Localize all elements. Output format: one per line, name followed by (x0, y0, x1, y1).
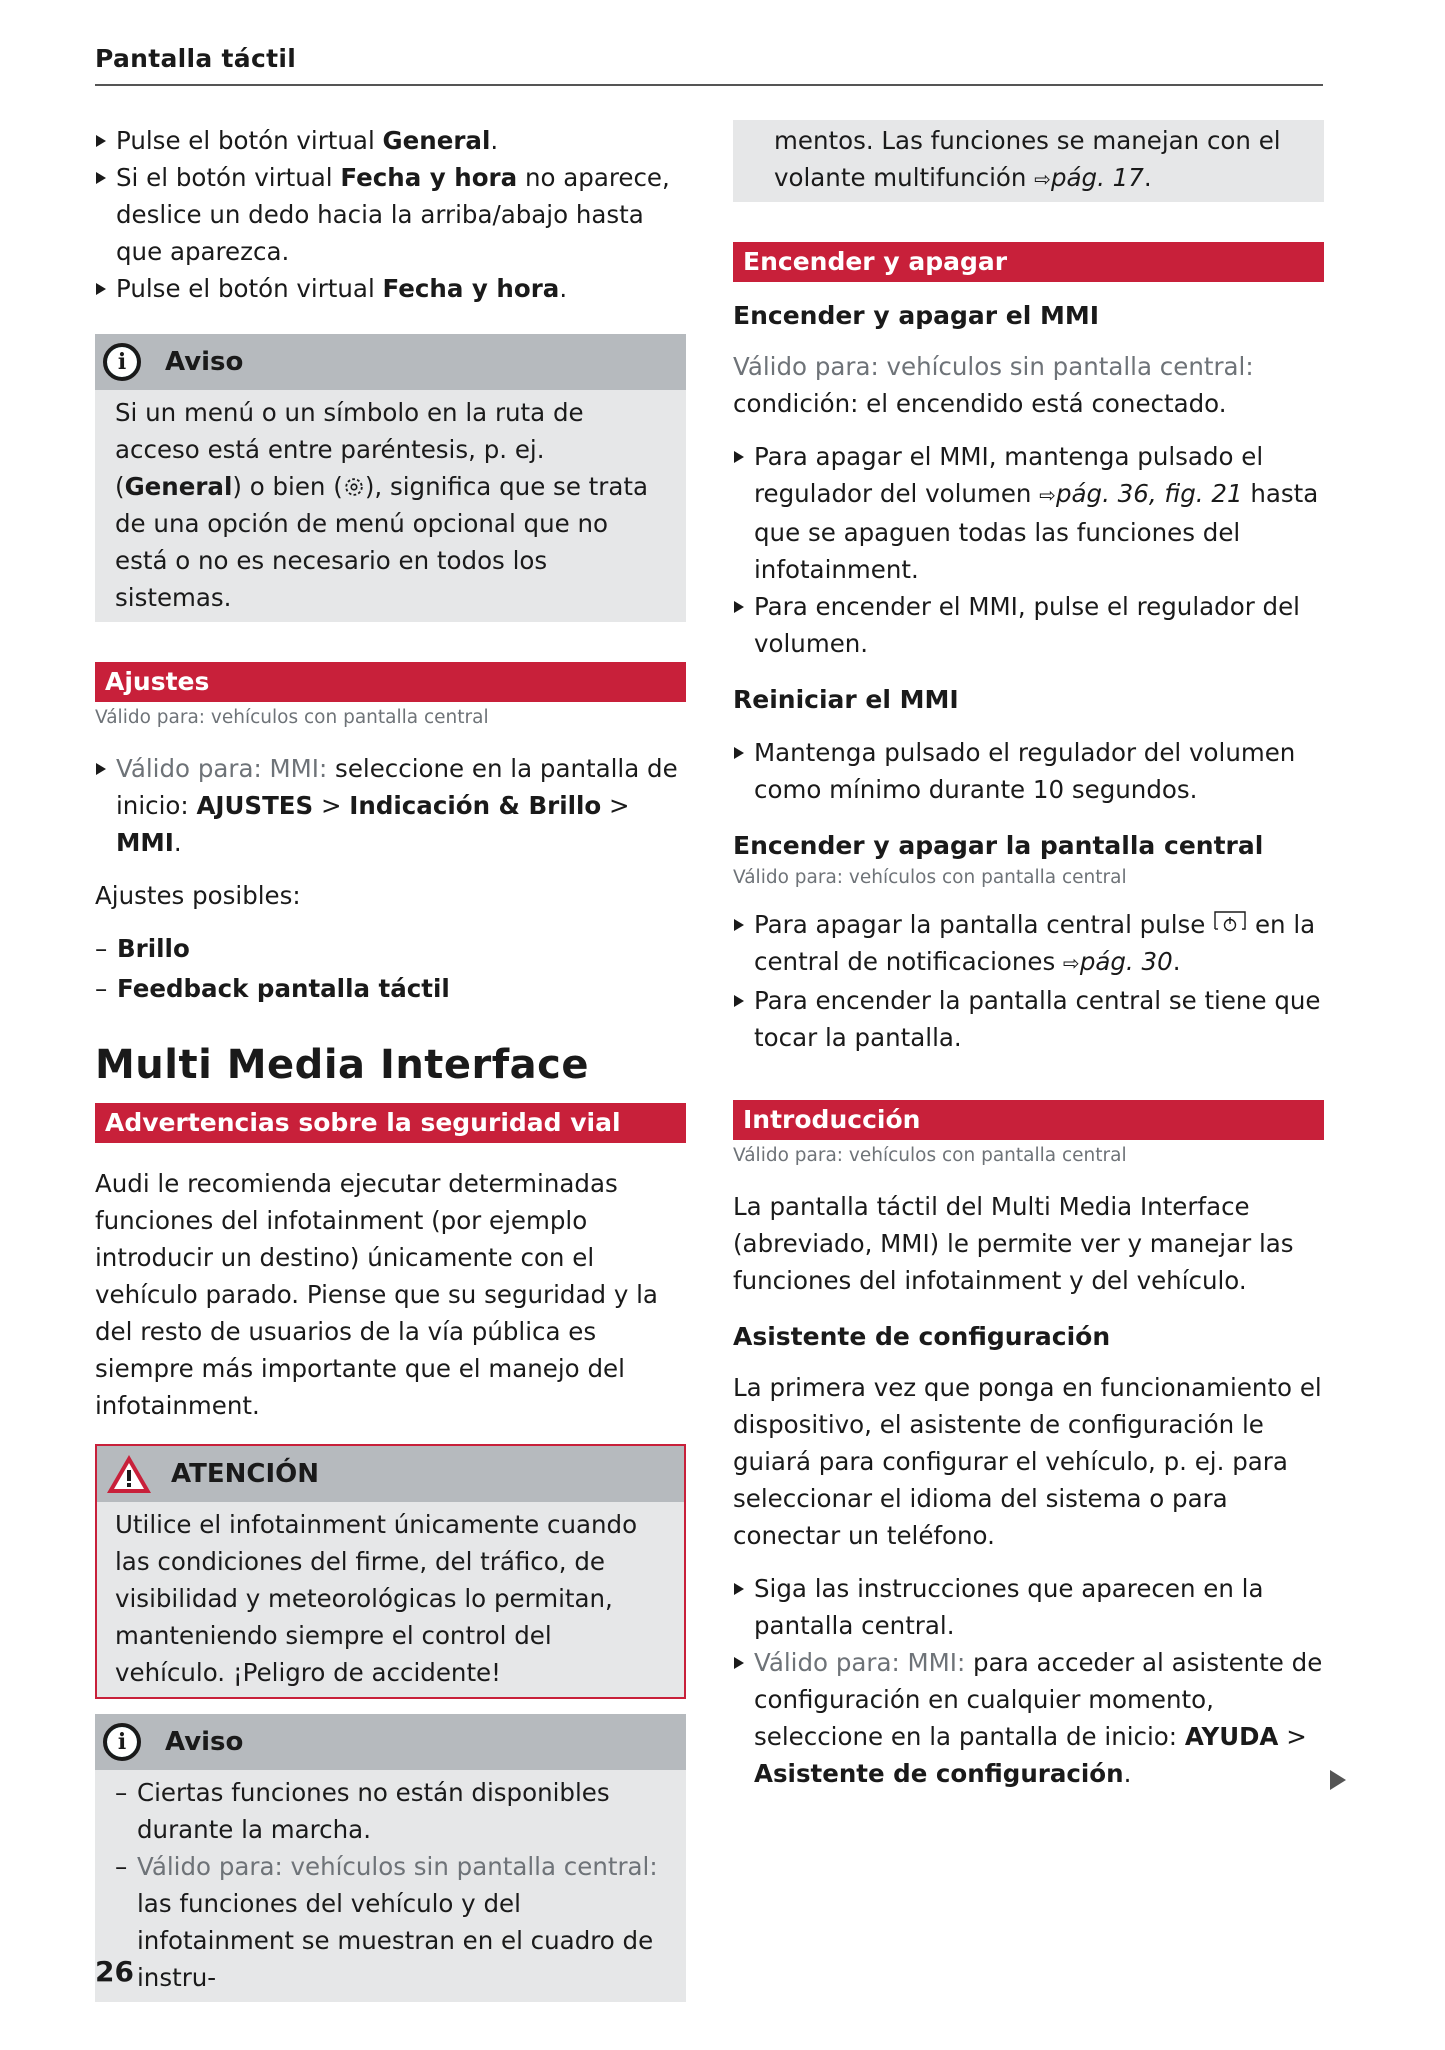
note-title: Aviso (165, 346, 244, 377)
cross-reference-arrow-icon: ⇨ (1063, 951, 1080, 975)
aviso-note (95, 334, 686, 622)
note-text: ) o bien ( (232, 472, 343, 501)
note-text: las funciones del vehículo y del infotainment se muestran en el cuadro de instru- (137, 1889, 654, 1992)
continued-note-box (733, 120, 1324, 202)
step: Válido para: MMI: seleccione en la pantalla de inicio: AJUSTES > Indicación & Brillo > MMI. (95, 750, 686, 861)
warning-title: ATENCIÓN (171, 1458, 319, 1489)
warning-triangle-icon (105, 1453, 153, 1495)
atencion-warning (95, 1444, 686, 1699)
warning-header (97, 1446, 684, 1502)
note-header (95, 1714, 686, 1770)
step-text: para acceder al asistente de configuración en cualquier momento, seleccione en la pantalla de inicio: (754, 1648, 1323, 1751)
note-text: ), significa que se trata de una opción de menú opcional que no está o no es necesario en todos los sistemas. (115, 472, 648, 612)
menu-path-item: Asistente de configuración (754, 1759, 1124, 1788)
chapter-title: Multi Media Interface (95, 1042, 590, 1088)
note-text: mentos. Las funciones se manejan con el volante multifunción (774, 126, 1281, 192)
page-number: 26 (95, 1955, 134, 1988)
steps-top (95, 120, 686, 307)
step: Para encender el MMI, pulse el regulador del volumen. (733, 588, 1324, 662)
subheading: Encender y apagar el MMI (733, 301, 1100, 330)
note-item (115, 1848, 666, 1996)
subheading: Reiniciar el MMI (733, 685, 959, 714)
step-text: Para apagar el MMI, mantenga pulsado el regulador del volumen (754, 442, 1264, 508)
ui-label: General (124, 472, 233, 501)
gear-icon (343, 476, 365, 498)
note-body (95, 390, 686, 622)
step (95, 270, 686, 307)
path-separator: > (313, 791, 350, 820)
step-text: Pulse el botón virtual (116, 274, 383, 303)
menu-path-item: AJUSTES (196, 791, 314, 820)
step-text: . (559, 274, 568, 303)
header-rule (95, 84, 1323, 86)
option-label: Brillo (117, 934, 190, 963)
path-separator: > (601, 791, 630, 820)
step (95, 122, 686, 159)
note-title: Aviso (165, 1726, 244, 1757)
subheading: Encender y apagar la pantalla central (733, 831, 1264, 860)
valid-for (733, 348, 1324, 422)
valid-for: Válido para: vehículos con pantalla central (733, 867, 1127, 888)
step: Para encender la pantalla central se tiene que tocar la pantalla. (733, 982, 1324, 1056)
note-item: – Ciertas funciones no están disponibles durante la marcha. (115, 1774, 666, 1848)
step (733, 438, 1324, 588)
option-item (95, 970, 686, 1007)
encender-section (733, 242, 1324, 1056)
left-column (95, 120, 686, 2002)
right-column (733, 120, 1324, 1792)
note-text: Si un menú o un símbolo en la ruta de acceso está entre paréntesis, p. ej. ( (115, 398, 584, 501)
body-paragraph: Audi le recomienda ejecutar determinadas funciones del infotainment (por ejemplo introducir un destino) únicamente con el vehículo parado. Piense que su seguridad y la del resto de usuarios de la vía pública es siempre más importante que el manejo del infotainment. (95, 1169, 658, 1420)
note-body (95, 1770, 686, 2002)
ajustes-section (95, 662, 686, 1007)
option-item (95, 930, 686, 967)
mmi-section (95, 1037, 686, 1424)
body-paragraph: La pantalla táctil del Multi Media Interface (abreviado, MMI) le permite ver y manejar las funciones del infotainment y del vehículo. (733, 1192, 1294, 1295)
page-header (95, 44, 1323, 73)
info-icon: i (103, 1723, 141, 1761)
menu-path-item: Indicación & Brillo (349, 791, 602, 820)
step-text: Para apagar la pantalla central pulse (754, 910, 1214, 939)
step-text: Pulse el botón virtual (116, 126, 383, 155)
body-text: condición: el encendido está conectado. (733, 389, 1227, 418)
valid-for-inline: Válido para: MMI: (754, 1648, 966, 1677)
valid-for-inline: Válido para: vehículos sin pantalla central: (137, 1852, 658, 1881)
subheading: Asistente de configuración (733, 1322, 1111, 1351)
step-text: seleccione en la pantalla de inicio: (116, 754, 678, 820)
valid-for-inline: Válido para: MMI: (116, 754, 328, 783)
page-reference-link[interactable]: pág. 17 (1050, 163, 1144, 192)
step-text: . (1123, 1759, 1132, 1788)
cross-reference-arrow-icon: ⇨ (1034, 167, 1051, 191)
valid-for-inline: Válido para: vehículos sin pantalla central: (733, 352, 1254, 381)
path-separator: > (1278, 1722, 1307, 1751)
ui-label: General (382, 126, 491, 155)
option-label: Feedback pantalla táctil (117, 974, 450, 1003)
menu-path-item: MMI (116, 828, 174, 857)
aviso-note (95, 1714, 686, 2002)
step (733, 1644, 1324, 1792)
page-reference-link[interactable]: pág. 36, fig. 21 (1055, 479, 1243, 508)
section-header: Encender y apagar (733, 242, 1324, 282)
warning-body: Utilice el infotainment únicamente cuando las condiciones del firme, del tráfico, de visibilidad y meteorológicas lo permitan, manteniendo siempre el control del vehículo. ¡Peligro de accidente! (115, 1510, 638, 1687)
ui-label: Fecha y hora (382, 274, 560, 303)
note-text: . (1143, 163, 1152, 192)
page-reference-link[interactable]: pág. 30 (1079, 947, 1173, 976)
note-header (95, 334, 686, 390)
intro-section (733, 1100, 1324, 1792)
step: Mantenga pulsado el regulador del volumen como mínimo durante 10 segundos. (733, 734, 1324, 808)
running-title: Pantalla táctil (95, 44, 297, 73)
step (733, 906, 1324, 982)
screen-power-icon (1213, 909, 1247, 935)
cross-reference-arrow-icon: ⇨ (1039, 483, 1056, 507)
valid-for: Válido para: vehículos con pantalla central (95, 707, 489, 728)
body-paragraph: La primera vez que ponga en funcionamiento el dispositivo, el asistente de configuración le guiará para configurar el vehículo, p. ej. para seleccionar el idioma del sistema o para conectar un teléfono. (733, 1373, 1322, 1550)
section-header: Advertencias sobre la seguridad vial (95, 1103, 686, 1143)
continue-next-page-icon (1330, 1770, 1346, 1790)
section-header: Ajustes (95, 662, 686, 702)
step-text: . (490, 126, 499, 155)
info-icon: i (103, 343, 141, 381)
step-text: en la central de notificaciones (754, 910, 1316, 976)
menu-path-item: AYUDA (1184, 1722, 1279, 1751)
ui-label: Fecha y hora (340, 163, 518, 192)
section-header: Introducción (733, 1100, 1324, 1140)
step: Siga las instrucciones que aparecen en la pantalla central. (733, 1570, 1324, 1644)
valid-for: Válido para: vehículos con pantalla central (733, 1145, 1127, 1166)
step-text: . (1172, 947, 1181, 976)
step-text: Si el botón virtual (116, 163, 341, 192)
possible-label: Ajustes posibles: (95, 881, 301, 910)
step-text: hasta que se apaguen todas las funciones del infotainment. (754, 479, 1319, 584)
step (95, 159, 686, 270)
step-text: no aparece, deslice un dedo hacia la arriba/abajo hasta que aparezca. (116, 163, 670, 266)
